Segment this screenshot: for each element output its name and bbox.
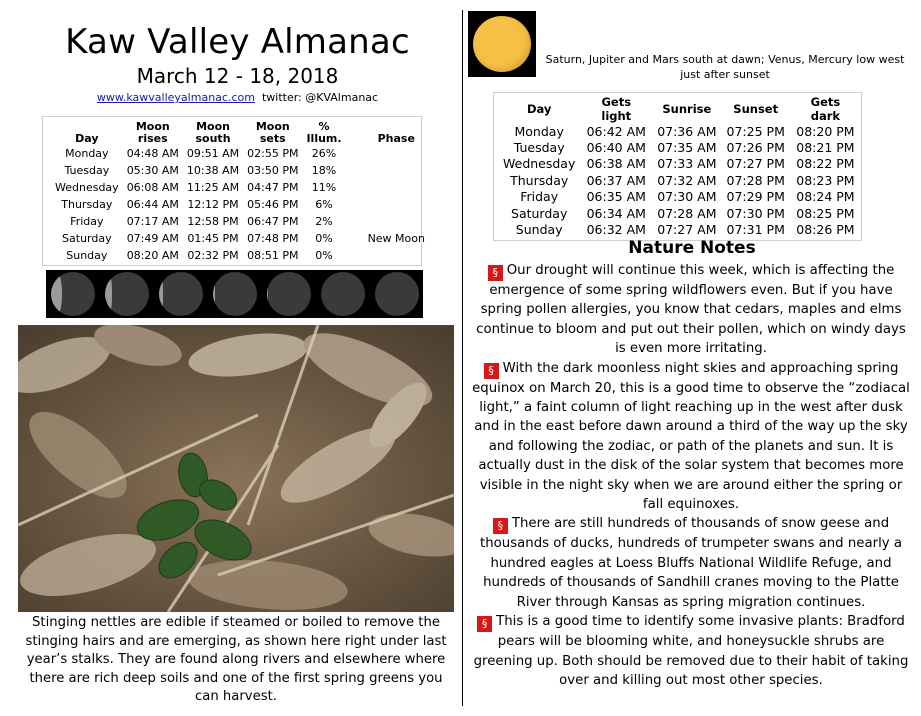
nature-note-text: Our drought will continue this week, which is affecting the emergence of some spring wildflowers even. But if you have spring pollen allergies, you know that cedars, maples and elms continue to bloom and put out their pollen, which on windy days is even more irritating. xyxy=(476,263,906,357)
cell-gets-light: 06:35 AM xyxy=(586,189,646,205)
cell-sunrise: 07:33 AM xyxy=(657,156,717,172)
cell-illum: 6% xyxy=(315,198,333,211)
cell-moon-south: 10:38 AM xyxy=(186,164,240,177)
moon-phase-strip xyxy=(46,270,423,318)
section-bullet-icon: § xyxy=(477,616,492,632)
cell-illum: 0% xyxy=(315,249,333,262)
cell-gets-dark: 08:22 PM xyxy=(796,156,855,172)
header-links xyxy=(40,91,435,104)
cell-day: Sunday xyxy=(515,222,563,238)
cell-moon-rises: 05:30 AM xyxy=(126,164,179,177)
moon-table-header xyxy=(51,121,429,145)
sun-image xyxy=(468,11,536,77)
nature-notes xyxy=(472,261,910,690)
col-moon-sets: Moon sets xyxy=(255,120,290,145)
moon-table-row xyxy=(51,213,429,230)
cell-moon-south: 09:51 AM xyxy=(186,147,240,160)
cell-gets-light: 06:42 AM xyxy=(586,123,646,139)
moon-table-row xyxy=(51,145,429,162)
cell-gets-light: 06:34 AM xyxy=(586,205,646,221)
cell-day: Friday xyxy=(70,215,104,228)
cell-gets-light: 06:32 AM xyxy=(586,222,646,238)
moon-phase-icon xyxy=(267,272,311,316)
nature-note-text: This is a good time to identify some invasive plants: Bradford pears will be blooming white, and honeysuckle shrubs are greening up. Both should be removed due to their habit of taking over and killing out most other species. xyxy=(473,614,909,688)
planets-text: Saturn, Jupiter and Mars south at dawn; Venus, Mercury low west just after sunset xyxy=(545,53,905,81)
moon-phase-icon xyxy=(159,272,203,316)
cell-phase: New Moon xyxy=(367,232,425,245)
website-link[interactable]: www.kawvalleyalmanac.com xyxy=(96,91,255,104)
cell-sunrise: 07:30 AM xyxy=(657,189,717,205)
cell-day: Wednesday xyxy=(503,156,576,172)
photo-caption: Stinging nettles are edible if steamed or boiled to remove the stinging hairs and are emerging, as shown here right under last year’s stalks. They are found along rivers and elsewhere where there are rich deep soils and one of the first spring greens you can harvest. xyxy=(25,615,447,704)
moon-phase-cell xyxy=(47,270,98,318)
cell-sunset: 07:30 PM xyxy=(726,205,785,221)
cell-sunset: 07:28 PM xyxy=(726,172,785,188)
cell-moon-sets: 04:47 PM xyxy=(247,181,299,194)
cell-moon-sets: 03:50 PM xyxy=(247,164,299,177)
nature-note-paragraph xyxy=(472,514,910,612)
cell-gets-light: 06:40 AM xyxy=(586,140,646,156)
moon-lit-portion xyxy=(105,272,113,316)
cell-phase xyxy=(346,247,429,264)
sun-table-row xyxy=(498,123,861,139)
nature-note-text: With the dark moonless night skies and approaching spring equinox on March 20, this is a good time to observe the “zodiacal light,” a faint column of light reaching up in the west after dusk and in the east before dawn around a third of the way up the sky and following the zodiac, or path of the planets and sun. It is actually dust in the disk of the solar system that becomes more visible in the night sky when we are around either the spring or fall equinoxes. xyxy=(472,360,910,513)
nature-notes-title: Nature Notes xyxy=(628,238,756,258)
sun-table-header xyxy=(498,95,861,123)
cell-sunset: 07:29 PM xyxy=(726,189,785,205)
twitter-handle: twitter: @KVAlmanac xyxy=(261,91,379,104)
col-sunrise: Sunrise xyxy=(662,102,712,116)
moon-phase-cell xyxy=(263,270,314,318)
cell-day: Wednesday xyxy=(55,181,119,194)
cell-phase xyxy=(346,145,429,162)
cell-day: Saturday xyxy=(62,232,112,245)
sun-table-row xyxy=(498,205,861,221)
col-illum: % Illum. xyxy=(306,120,342,145)
cell-moon-rises: 04:48 AM xyxy=(126,147,179,160)
col-day: Day xyxy=(526,102,552,116)
cell-gets-dark: 08:24 PM xyxy=(796,189,855,205)
moon-table-row xyxy=(51,230,429,247)
moon-table-row xyxy=(51,196,429,213)
moon-table-row xyxy=(51,179,429,196)
cell-illum: 18% xyxy=(311,164,337,177)
cell-gets-light: 06:38 AM xyxy=(586,156,646,172)
cell-moon-south: 12:58 PM xyxy=(187,215,239,228)
cell-phase xyxy=(346,196,429,213)
cell-day: Tuesday xyxy=(513,140,565,156)
cell-day: Thursday xyxy=(510,172,569,188)
cell-day: Saturday xyxy=(511,205,568,221)
moon-phase-icon xyxy=(321,272,365,316)
moon-phase-cell xyxy=(101,270,152,318)
moon-lit-portion xyxy=(159,272,164,316)
cell-phase xyxy=(346,179,429,196)
page-title: Kaw Valley Almanac xyxy=(65,22,410,62)
sun-table-row xyxy=(498,221,861,237)
col-day: Day xyxy=(75,132,99,145)
cell-gets-dark: 08:20 PM xyxy=(796,123,855,139)
cell-illum: 26% xyxy=(311,147,337,160)
cell-moon-south: 11:25 AM xyxy=(186,181,240,194)
section-bullet-icon: § xyxy=(493,518,508,534)
nature-note-paragraph xyxy=(472,612,910,690)
cell-day: Tuesday xyxy=(64,164,110,177)
sun-table-row xyxy=(498,139,861,155)
cell-day: Monday xyxy=(65,147,109,160)
cell-moon-sets: 06:47 PM xyxy=(247,215,299,228)
cell-moon-south: 12:12 PM xyxy=(187,198,239,211)
cell-sunrise: 07:36 AM xyxy=(657,123,717,139)
cell-gets-dark: 08:21 PM xyxy=(796,140,855,156)
cell-gets-dark: 08:25 PM xyxy=(796,205,855,221)
col-moon-south-top: Moon xyxy=(196,120,230,133)
cell-moon-sets: 07:48 PM xyxy=(247,232,299,245)
cell-illum: 2% xyxy=(315,215,333,228)
cell-day: Sunday xyxy=(66,249,108,262)
cell-sunset: 07:27 PM xyxy=(726,156,785,172)
cell-day: Friday xyxy=(520,189,559,205)
col-moon-south-bottom: south xyxy=(195,132,231,145)
cell-moon-south: 01:45 PM xyxy=(187,232,239,245)
col-sunset: Sunset xyxy=(733,102,779,116)
moon-table-row xyxy=(51,162,429,179)
cell-gets-light: 06:37 AM xyxy=(586,172,646,188)
nature-note-paragraph xyxy=(472,261,910,359)
moon-phase-cell xyxy=(317,270,368,318)
moon-lit-portion xyxy=(213,272,216,316)
cell-gets-dark: 08:26 PM xyxy=(796,222,855,238)
cell-sunset: 07:25 PM xyxy=(726,123,785,139)
cell-moon-rises: 06:44 AM xyxy=(126,198,179,211)
sun-icon xyxy=(473,16,531,72)
nettle-photo xyxy=(18,325,454,612)
moon-phase-icon xyxy=(375,272,419,316)
cell-phase xyxy=(346,213,429,230)
moon-phase-cell xyxy=(155,270,206,318)
nature-note-text: There are still hundreds of thousands of snow geese and thousands of ducks, hundreds of trumpeter swans and nearly a hundred eagles at Loess Bluffs National Wildlife Refuge, and hundreds of thousands of Sandhill cranes moving to the Platte River through Kansas as spring migration continues. xyxy=(479,516,903,610)
cell-moon-south: 02:32 PM xyxy=(187,249,239,262)
cell-moon-sets: 05:46 PM xyxy=(247,198,299,211)
sun-table-box xyxy=(493,92,862,241)
column-divider xyxy=(462,10,463,706)
cell-illum: 0% xyxy=(315,232,333,245)
cell-moon-sets: 02:55 PM xyxy=(247,147,299,160)
cell-moon-rises: 07:49 AM xyxy=(126,232,179,245)
cell-illum: 11% xyxy=(311,181,337,194)
sun-table-row xyxy=(498,156,861,172)
cell-moon-sets: 08:51 PM xyxy=(247,249,299,262)
col-gets-dark: Gets dark xyxy=(810,95,841,123)
sun-table xyxy=(498,95,861,238)
cell-sunrise: 07:35 AM xyxy=(657,140,717,156)
cell-gets-dark: 08:23 PM xyxy=(796,172,855,188)
moon-table xyxy=(51,121,429,264)
col-gets-light: Gets light xyxy=(601,95,632,123)
moon-phase-icon xyxy=(213,272,257,316)
moon-phase-cell xyxy=(371,270,422,318)
moon-phase-icon xyxy=(105,272,149,316)
cell-sunset: 07:31 PM xyxy=(726,222,785,238)
cell-moon-rises: 07:17 AM xyxy=(126,215,179,228)
cell-moon-rises: 08:20 AM xyxy=(126,249,179,262)
cell-day: Monday xyxy=(514,123,564,139)
cell-sunset: 07:26 PM xyxy=(726,140,785,156)
sun-table-row xyxy=(498,189,861,205)
cell-sunrise: 07:32 AM xyxy=(657,172,717,188)
date-range: March 12 - 18, 2018 xyxy=(136,64,339,88)
cell-phase xyxy=(346,162,429,179)
col-phase: Phase xyxy=(377,132,415,145)
moon-phase-icon xyxy=(51,272,95,316)
cell-moon-rises: 06:08 AM xyxy=(126,181,179,194)
cell-day: Thursday xyxy=(61,198,113,211)
moon-phase-cell xyxy=(209,270,260,318)
col-moon-rises: Moon rises xyxy=(135,120,170,145)
cell-sunrise: 07:28 AM xyxy=(657,205,717,221)
moon-table-box xyxy=(42,116,425,266)
section-bullet-icon: § xyxy=(488,265,503,281)
nature-note-paragraph xyxy=(472,359,910,515)
col-moon-south xyxy=(183,121,243,145)
cell-sunrise: 07:27 AM xyxy=(657,222,717,238)
sun-table-row xyxy=(498,172,861,188)
moon-table-row xyxy=(51,247,429,264)
moon-lit-portion xyxy=(51,272,62,316)
section-bullet-icon: § xyxy=(484,363,499,379)
moon-lit-portion xyxy=(267,272,268,316)
